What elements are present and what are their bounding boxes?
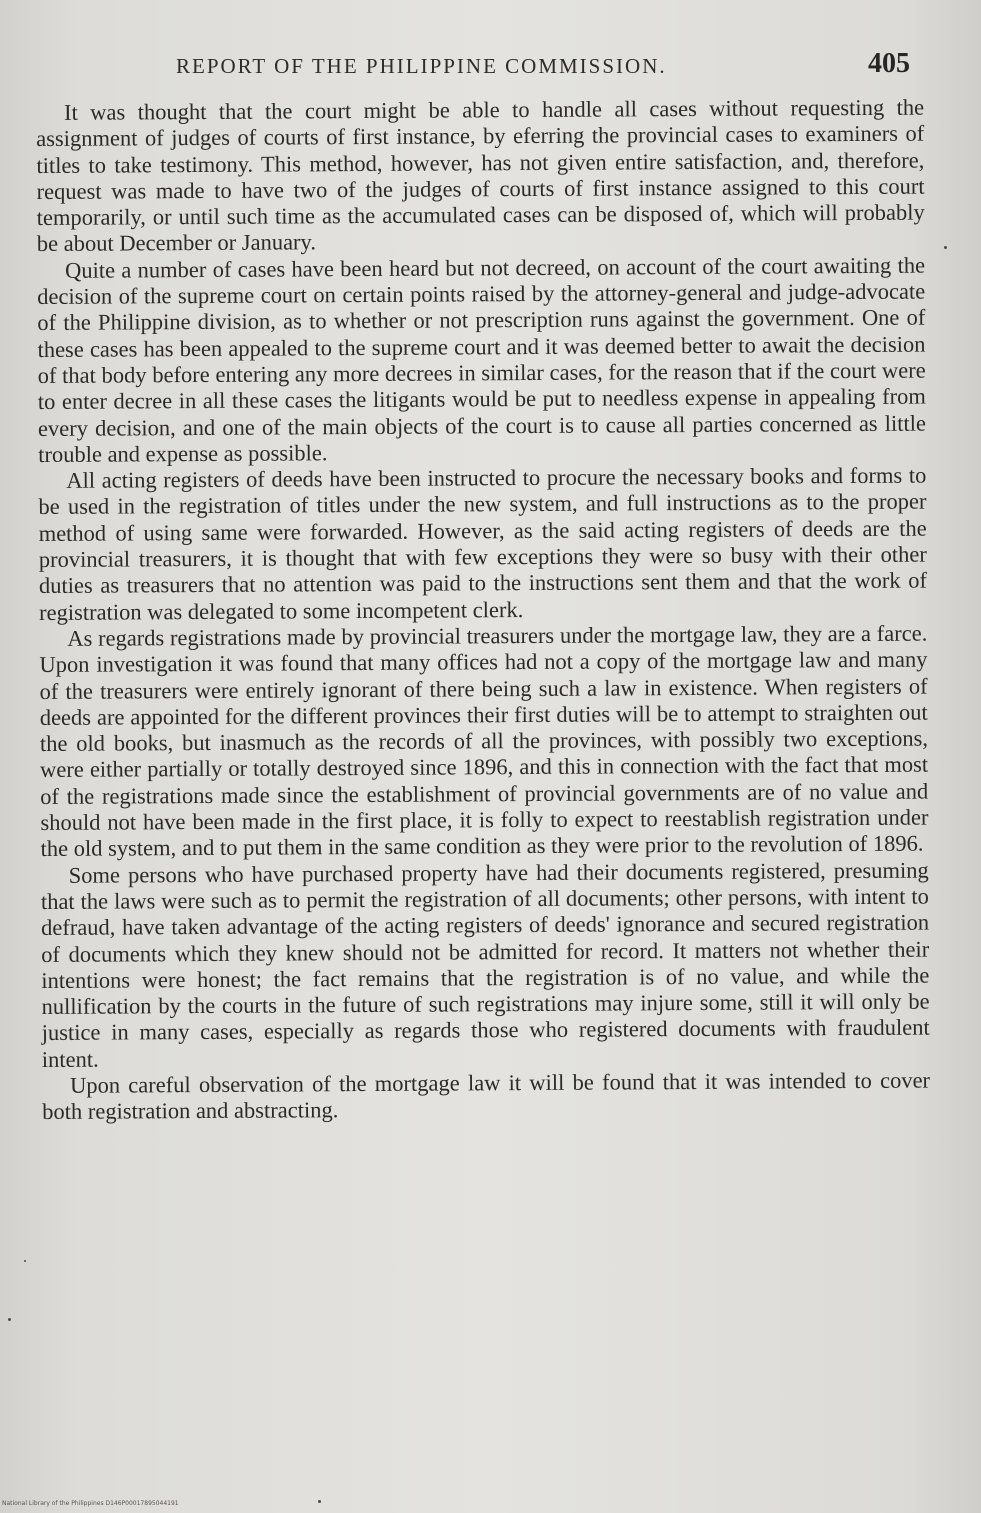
paragraph: It was thought that the court might be able to handle all cases without requesting the assignment of judges of courts of first instance, by eferring the provincial cases to examiners of titles to take testimony. This method, however, has not given entire satisfaction, and, therefore, request was made to have two of the judges of courts of first instance assigned to this court temporarily, or until such time as the accumulated cases can be disposed of, which will probably be about December or January. [36, 94, 925, 257]
paragraph: Upon careful observation of the mortgage law it will be found that it was intended to cover both registration and abstracting. [42, 1067, 931, 1125]
running-title: REPORT OF THE PHILIPPINE COMMISSION. [176, 54, 667, 78]
scan-speck [944, 246, 947, 249]
scan-speck [318, 1500, 321, 1503]
paragraph: Some persons who have purchased property have had their documents registered, presuming that the laws were such as to permit the registration of all documents; other persons, with intent to defraud, have taken advantage of the acting registers of deeds' ignorance and secured registration of documents which they knew should not be admitted for record. It matters not whether their intentions were honest; the fact remains that the registration is of no value, and while the nullification by the courts in the future of such registrations may injure some, still it will only be justice in many cases, especially as regards those who registered documents with fraudulent intent. [40, 857, 930, 1072]
scan-speck [8, 1318, 11, 1321]
scan-speck [24, 1260, 26, 1262]
page-header [0, 48, 981, 88]
body-text [36, 95, 930, 1126]
paragraph: As regards registrations made by provincial treasurers under the mortgage law, they are a farce. Upon investigation it was found that many offices had not a copy of the mortgage law and many of the treasurers were entirely ignorant of there being such a law in existence. When registers of deeds are appointed for the different provinces their first duties will be to attempt to straighten out the old books, but inasmuch as the records of all the provinces, with possibly two exceptions, were either partially or totally destroyed since 1896, and this in connection with the fact that most of the registrations made since the establishment of provincial governments are of no value and should not have been made in the first place, it is folly to expect to reestablish registration under the old system, and to put them in the same condition as they were prior to the revolution of 1896. [39, 620, 929, 862]
page-number: 405 [868, 48, 910, 79]
library-credit: National Library of the Philippines D146P00017895044191 [2, 1500, 179, 1507]
paragraph: All acting registers of deeds have been instructed to procure the necessary books and forms to be used in the registration of titles under the new system, and full instructions as to the proper method of using same were forwarded. However, as the said acting registers of deeds are the provincial treasurers, it is thought that with few exceptions they were so busy with their other duties as treasurers that no attention was paid to the instructions sent them and that the work of registration was delegated to some incompetent clerk. [38, 462, 928, 625]
paragraph: Quite a number of cases have been heard but not decreed, on account of the court awaiting the decision of the supreme court on certain points raised by the attorney-general and judge-advocate of the Philippine division, as to whether or not prescription runs against the government. One of these cases has been appealed to the supreme court and it was deemed better to await the decision of that body before entering any more decrees in similar cases, for the reason that if the court were to enter decree in all these cases the litigants would be put to needless expense in appealing from every decision, and one of the main objects of the court is to cause all parties concerned as little trouble and expense as possible. [37, 252, 927, 467]
